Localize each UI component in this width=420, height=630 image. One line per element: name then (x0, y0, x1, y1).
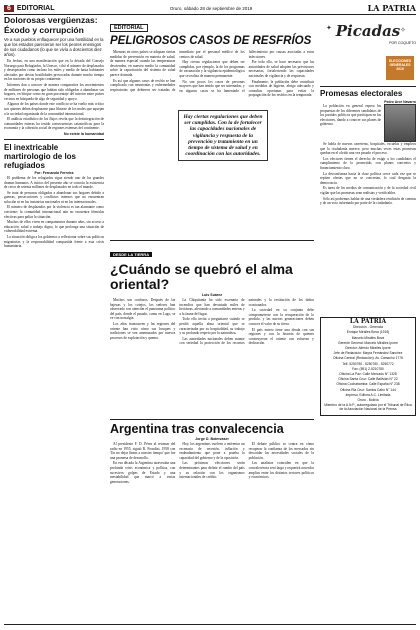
paragraph: En fechas, en una manifestación que en la década del Consejo Noruego para Refugiados, la Unesco, cifró el número de desplazados y desesperados como incluso los miles y medio de hasta habitantes afectados por obvias hostilidades provocadas durante mucho tiempo en las naciones de su propio continente. (4, 59, 104, 82)
column-author: Pedro Arce Navarro (384, 100, 416, 104)
alma-byline: Luis Suárez (201, 293, 223, 297)
masthead-line: Oficina Cochabamba: Calle España N° 238 (336, 382, 400, 387)
column-body-lead (320, 104, 381, 142)
masthead-line: Gerente General: Marcelo Miralles Iporre (338, 340, 398, 345)
masthead-line: Oficina Santa Cruz: Calle Ballivián N° 22 (338, 377, 398, 382)
paragraph: Al presidente F. D. Pérez al retomar del radio en 1955, siguió R. Frondizi, 1958 con 'Un no dejar líneas a nuestro tiempo' que fue una promesa de desarrollo. (110, 442, 176, 460)
paragraph: El análisis estadístico de los flujos revela que la desintegración de comunidades enteras ha tenido consecuencias catastróficas para la economía y la cohesión social de regiones extensas del continente. (4, 117, 104, 131)
paragraph: El problema de los refugiados sigue siendo uno de los grandes dramas humanos. A inicios del presente año se conocía la existencia de cerca de setenta millones de desplazados en todo el mundo. (4, 175, 104, 190)
elections-badge (386, 56, 414, 80)
editorial-tab: EDITORIAL (110, 24, 148, 32)
sparkle-icon: ✧ (400, 26, 406, 34)
header-rule (4, 14, 416, 15)
masthead-line: Oruro - Bolivia (357, 398, 379, 403)
paragraph: La situación obliga a los gobiernos a reflexionar sobre sus políticas migratorias y la responsabilidad compartida frente a esta crisis humanitaria. (4, 235, 104, 249)
editorial-title: PELIGROSOS CASOS DE RESFRÍOS (110, 35, 312, 47)
paragraph: El debate público se centra en cómo recuperar la confianza de los mercados sin descuidar las necesidades sociales de la población. (248, 442, 314, 460)
paragraph: Muchos son confusos. Después de las bajezas y los cotejos, los señores han observado con atención el panorama político del país, donde el pasado, como en Lago, se ve con nostalgia. (110, 298, 176, 321)
masthead-line: Director: Alfredo Miralles Iporre (345, 346, 391, 351)
paragraph: Algunos de los países donde este conflicto se ha vuelto más crítico son quienes deben desplazarse para librarse de los males que aquejan a la sociedad organizada de la comunidad internacional. (4, 102, 104, 116)
paragraph: En esa década la Argentina atravesaba una profunda crisis económica y política, con sucesivos golpes de Estado y una inestabilidad que marcó a varias generaciones. (110, 461, 176, 484)
sparkle-icon: ✦ (326, 24, 332, 32)
badge-line: GENERALES (389, 63, 411, 67)
paragraph: Mientras en otros países se adoptan ciertas medidas de prevención en materia de salud, de manera especial cuando las temperaturas descienden, en nuestro medio la comunidad sobre la capacitación del sistema de salud parece dormida. (110, 50, 176, 77)
picadas-logo (320, 22, 416, 86)
masthead-line: Enrique Miralles Bova (1919) (346, 330, 390, 335)
paragraph: Es tarea de los medios de comunicación y de la sociedad civil vigilar que las promesas sean realistas y verificables. (320, 186, 416, 195)
center-area (110, 16, 314, 620)
dateline: Oruro, sábado 28 de septiembre de 2019 (169, 5, 253, 11)
article-title-martirologio: El inextricable martirologio de los refugiados (4, 142, 77, 170)
paragraph: La población en general espera las propuestas de los diferentes candidatos de los partidos políticos que participan en las elecciones, dando a conocer sus planes de gobierno. (320, 104, 381, 127)
paragraph: Las autoridades nacionales deben asumir con seriedad la protección de los recursos naturales y la restitución de los daños ocasionados. (179, 298, 314, 346)
alma-kicker: DESDE LA TIERRA (110, 252, 152, 257)
paragraph: La desconfianza hacia la clase política crece cada vez que se repiten ofertas que no se concretan, lo cual desgasta la democracia. (320, 171, 416, 185)
section-label: EDITORIAL (16, 4, 55, 12)
masthead-line: Oficina Central (Redacción): Av. Camacho 1776 (333, 356, 403, 361)
masthead-name: LA PATRIA (349, 318, 387, 325)
masthead-line: Impreso: Editora A.C. Limitada (345, 392, 391, 397)
masthead-line: Telf. 5250780 - 5250780 - 5250772 (342, 361, 394, 366)
article-title-dolorosas: Dolorosas vergüenzas: Éxodo y corrupción (4, 16, 98, 35)
alma-body (110, 298, 314, 416)
column-title-promesas: Promesas electorales (320, 89, 403, 98)
paragraph: Finalmente, la población debe contribuir con medidas de higiene, abrigo adecuado y consultas oportunas para evitar la propagación de los resfríos en la temporada. (248, 79, 314, 98)
divider (4, 139, 104, 140)
paragraph: Hoy, los argentinos vuelven a enfrentar un escenario de recesión, inflación y endeudamiento que pone a prueba la capacidad del gobierno y de la oposición. (179, 442, 245, 460)
divider (110, 419, 314, 420)
paragraph: Los electores tienen el derecho de exigir a los candidatos el cumplimiento de lo prometido, con planes concretos y financiamiento claro. (320, 156, 416, 170)
footer-rule (4, 624, 416, 625)
alma-title: ¿Cuándo se quebró el alma oriental? (110, 261, 293, 292)
paragraph: El número de desplazados por la violencia es tan alarmante como creciente; la comunidad internacional aún no encuentra fórmulas efectivas para paliar la situación. (4, 205, 104, 219)
paragraph: Los años transcurren y las regiones del oriente han visto cómo sus bosques y tradiciones se ven amenazados por nuevos procesos de explotación y quema. (110, 321, 176, 340)
badge-line: ELECCIONES (388, 59, 412, 63)
logo-tag: POR COQUETO (389, 41, 416, 45)
page-header (4, 3, 416, 13)
masthead-line: Dirección - Gerencia (352, 325, 384, 330)
brand-name: LA PATRIA (367, 3, 416, 13)
paragraph: La sociedad en su conjunto debe comprometerse con la recuperación de lo perdido, y las nuevas generaciones deben conocer el valor de su tierra. (248, 308, 314, 326)
divider (110, 240, 314, 241)
argentina-title: Argentina tras convalecencia (110, 422, 284, 436)
article-byline-martirologio: Por: Fernando Ferreira (34, 170, 74, 175)
paragraph: Las próximas elecciones serán determinantes para definir el rumbo del país y su relación con los organismos internacionales de crédito. (179, 461, 245, 480)
page-number: 6 (4, 5, 14, 12)
paragraph: Hay ciertas regulaciones que deben ser cumplidas, por ejemplo, la de los programas de vacunación y la vigilancia epidemiológica que se realiza de manera permanente. (179, 60, 245, 78)
article-deck: Ve a sus pueblos enflaquecer por una hostilidad en la que los estados parecieran ser los peores enemigos de sus ciudadanos (lo que se vivía a doscientos diez años). (4, 37, 104, 57)
paragraph: Los analistas coinciden en que la convalecencia será larga y requerirá acuerdos amplios entre los distintos sectores políticos y económicos. (248, 461, 314, 480)
masthead-line: Marcelo Miralles Bova (351, 335, 385, 340)
badge-line: 2019 (396, 67, 404, 71)
argentina-byline: Jorge D. Boimvaser (195, 437, 229, 441)
right-column (320, 16, 416, 416)
paragraph: Se habla de nuevas carreteras, hospitales, escuelas y empleos que la ciudadanía merece, pero muchas veces estas promesas quedan en el olvido una vez pasado el proceso. (320, 142, 416, 156)
argentina-body (110, 442, 314, 620)
masthead-line: Miembro de la A.N.P., autorregulado por el Tribunal de Ética de la Asociación Nacional de la Prensa (324, 403, 412, 412)
paragraph: El país entero tiene una deuda con sus regiones y con la historia de quienes construyeron el oriente con esfuerzo y dedicación. (248, 327, 314, 346)
left-column (4, 16, 104, 616)
paragraph: Es así que algunos casos de resfrío se han complicado con neumonías y enfermedades respiratorias que debieron ser tratadas de inmediato por el personal médico de los centros de salud. (110, 50, 245, 92)
masthead-line: Oficina Ria Cruz: Santos Cabo N° 144 (340, 387, 396, 392)
article-body-martirologio (4, 176, 104, 249)
paragraph: La Chiquitanía ha sido escenario de incendios que han devastado miles de hectáreas, afectando a comunidades enteras y a la fauna del lugar. (179, 298, 245, 316)
paragraph: Informes dan a conocer de manera comparativa los movimientos de millones de personas que habían sido obligadas a abandonar sus hogares, en bloque como en gran porcentaje del interior entre países vecinos en búsqueda de algo de seguridad y apoyo. (4, 82, 104, 101)
article-body-dolorosas (4, 59, 104, 131)
paragraph: Muchos de ellos viven en campamentos durante años, sin acceso a educación, salud o trabajo digno, lo que prolonga una situación de vulnerabilidad extrema. (4, 220, 104, 234)
masthead-line: Fax: (591) 2-5210780 (352, 366, 384, 371)
paragraph: Por todo ello, se hace necesario que las autoridades de salud adopten las previsiones necesarias, fortaleciendo las capacidades nacionales de vigilancia y de respuesta. (248, 60, 314, 78)
divider (320, 86, 416, 87)
masthead-box (320, 317, 416, 416)
masthead-line: Jefe de Redacción: Mayra Fernández Sanchez (333, 351, 403, 356)
masthead-line: Oficina La Paz: Calle Mercado N° 1328 (339, 372, 397, 377)
paragraph: No son pocos los casos de personas mayores que han tenido que ser internadas, y en algunos casos se ha lamentado el fallecimiento por causas asociadas a estas infecciones. (179, 50, 314, 93)
author-photo (384, 104, 416, 142)
column-lead (320, 104, 416, 142)
paragraph: Sólo así podremos hablar de una verdadera rendición de cuentas y de un voto informado por parte de la ciudadanía. (320, 196, 416, 206)
editorial-pullquote: Hay ciertas regulaciones que deben ser cumplidas. Con la de fortalecer las capacidades nacionales de vigilancia y respuesta de la prevención y tratamiento en un tiempo de sistema de salud y en coordinación con las autoridades. (178, 110, 268, 161)
paragraph: Todo ello invita a preguntarse cuándo se perdió aquella alma oriental que se caracterizaba por su hospitalidad, su trabajo y su profundo respeto por la naturaleza. (179, 317, 245, 336)
column-body-promesas (320, 142, 416, 314)
article-byline-dolorosas: No existe la humanidad (63, 131, 104, 136)
paragraph: Se trata de personas obligadas a abandonar sus hogares debido a guerras, persecuciones y conflictos internos que no encuentran solución ni en las instancias nacionales ni en las internacionales. (4, 190, 104, 204)
logo-word: Picadas (335, 22, 401, 40)
